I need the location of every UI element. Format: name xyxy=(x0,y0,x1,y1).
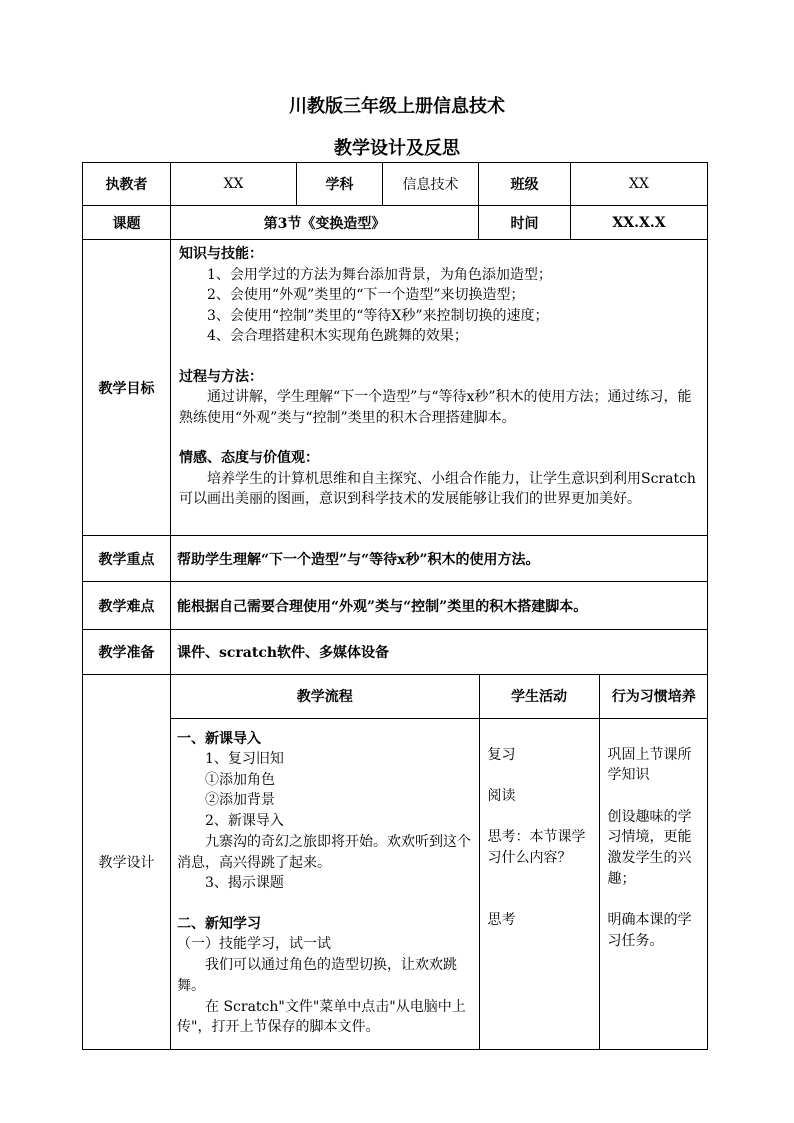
process-heading: 过程与方法： xyxy=(179,368,263,385)
design-content xyxy=(171,675,708,1050)
student-activity: 复习 xyxy=(487,746,516,763)
objectives-label: 教学目标 xyxy=(83,240,171,536)
topic-label: 课题 xyxy=(83,206,171,240)
student-activity: 思考：本节课学习什么内容？ xyxy=(487,829,586,866)
knowledge-heading: 知识与技能： xyxy=(179,246,263,262)
flow-text: 我们可以通过角色的造型切换，让欢欢跳舞。 xyxy=(177,957,457,994)
process-text: 通过讲解，学生理解“下一个造型”与“等待x秒”积木的使用方法；通过练习，能熟练使用“外观”类与“控制”类里的积木合理搭建脚本。 xyxy=(179,389,692,426)
student-activity: 思考 xyxy=(487,912,516,929)
flow-step: （一）技能学习，试一试 xyxy=(177,936,331,953)
habit-column xyxy=(599,718,708,1049)
key-point-label: 教学重点 xyxy=(83,536,171,582)
flow-text: 九寨沟的奇幻之旅即将开始。欢欢听到这个消息，高兴得跳了起来。 xyxy=(177,833,471,871)
subject-label: 学科 xyxy=(297,163,383,206)
preparation-text: 课件、scratch软件、多媒体设备 xyxy=(171,630,708,675)
flow-step: ②添加背景 xyxy=(205,792,275,809)
objectives-content xyxy=(171,240,708,536)
flow-text: 在 Scratch"文件"菜单中点击"从电脑中上传"，打开上节保存的脚本文件。 xyxy=(177,998,466,1036)
habit-item: 创设趣味的学习情境，更能激发学生的兴趣； xyxy=(607,808,692,887)
col-student-header: 学生活动 xyxy=(479,675,599,718)
habit-item: 巩固上节课所学知识 xyxy=(607,746,692,784)
time-value: XX.X.X xyxy=(571,206,708,240)
teacher-label: 执教者 xyxy=(83,163,171,206)
emotion-heading: 情感、态度与价值观： xyxy=(179,450,319,466)
knowledge-item: 1、会用学过的方法为舞台添加背景，为角色添加造型； xyxy=(207,266,552,283)
knowledge-item: 3、会使用“控制”类里的“等待X秒”来控制切换的速度； xyxy=(207,307,549,324)
document-title: 川教版三年级上册信息技术 xyxy=(289,96,505,117)
student-column xyxy=(479,718,599,1049)
col-habit-header: 行为习惯培养 xyxy=(599,675,708,718)
subject-value: 信息技术 xyxy=(383,163,479,206)
design-table xyxy=(171,675,708,1049)
teacher-value: XX xyxy=(171,163,297,206)
col-flow-header: 教学流程 xyxy=(171,675,479,718)
flow-step: ①添加角色 xyxy=(205,771,275,788)
flow-step: 2、新课导入 xyxy=(205,813,284,830)
habit-item: 明确本课的学习任务。 xyxy=(607,912,692,949)
key-point-text: 帮助学生理解“下一个造型”与“等待x秒”积木的使用方法。 xyxy=(171,536,708,582)
design-label: 教学设计 xyxy=(83,675,171,1050)
student-activity: 阅读 xyxy=(487,787,516,804)
flow-column xyxy=(171,718,479,1049)
preparation-label: 教学准备 xyxy=(83,630,171,675)
difficulty-text: 能根据自己需要合理使用“外观”类与“控制”类里的积木搭建脚本。 xyxy=(171,582,708,630)
knowledge-item: 4、会合理搭建积木实现角色跳舞的效果； xyxy=(207,328,468,344)
knowledge-item: 2、会使用“外观”类里的“下一个造型”来切换造型； xyxy=(207,287,525,303)
lesson-plan-table xyxy=(82,162,708,1050)
time-label: 时间 xyxy=(479,206,571,240)
flow-step: 1、复习旧知 xyxy=(205,751,284,767)
class-label: 班级 xyxy=(479,163,571,206)
flow-section-2: 二、新知学习 xyxy=(177,915,261,932)
topic-value: 第3节《变换造型》 xyxy=(171,206,479,240)
difficulty-label: 教学难点 xyxy=(83,582,171,630)
flow-step: 3、揭示课题 xyxy=(205,875,284,892)
emotion-text: 培养学生的计算机思维和自主探究、小组合作能力，让学生意识到利用Scratch可以画出美丽的图画，意识到科学技术的发展能够让我们的世界更加美好。 xyxy=(179,470,696,507)
document-subtitle: 教学设计及反思 xyxy=(334,138,460,159)
flow-section-1: 一、新课导入 xyxy=(177,730,261,747)
class-value: XX xyxy=(571,163,708,206)
